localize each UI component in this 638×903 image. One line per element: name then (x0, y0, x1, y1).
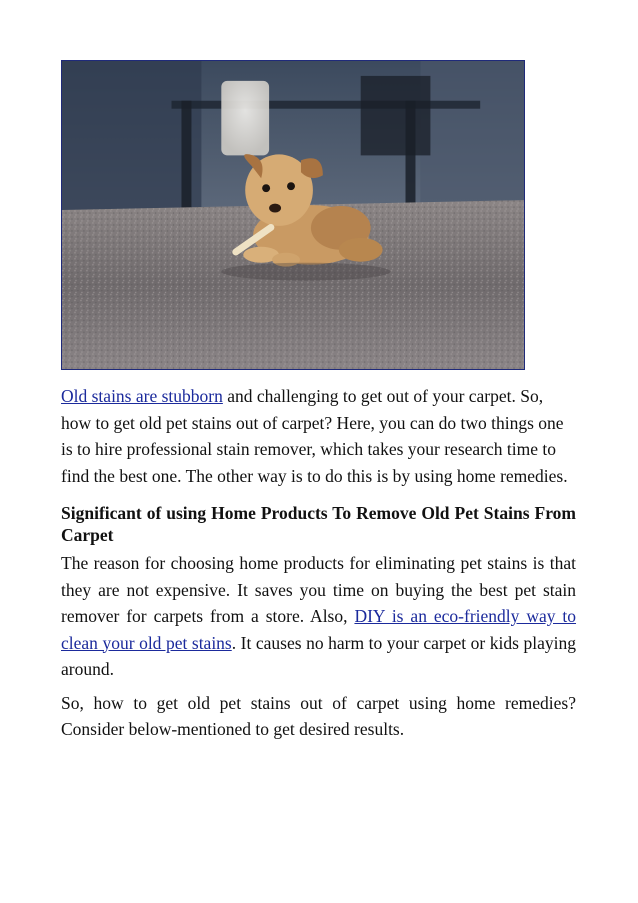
article-content (61, 383, 576, 743)
section-paragraph-1-text-before: The reason for choosing home products for eliminating pet stains is that they are not expensive. It saves you time on buying the best pet stain remover for carpets from a store. Also, (61, 553, 576, 626)
section-paragraph-1-text-after: . It causes no harm to your carpet or kids playing around. (61, 632, 576, 679)
intro-paragraph (61, 383, 576, 489)
section-heading: Significant of using Home Products To Remove Old Pet Stains From Carpet (61, 503, 576, 545)
stubborn-stains-link[interactable]: Old stains are stubborn (61, 386, 223, 406)
section-paragraph-1 (61, 550, 576, 683)
intro-text: and challenging to get out of your carpet. So, how to get old pet stains out of carpet? Here, you can do two things one is to hire professional stain remover, which takes your research time to find the best one. The other way is to do this is by using home remedies. (61, 386, 568, 486)
article-photo (61, 60, 525, 370)
puppy-on-carpet-image (62, 61, 524, 369)
section-paragraph-2: So, how to get old pet stains out of carpet using home remedies? Consider below-mentioned to get desired results. (61, 692, 576, 739)
diy-eco-friendly-link[interactable]: DIY is an eco-friendly way to clean your old pet stains (61, 606, 577, 653)
